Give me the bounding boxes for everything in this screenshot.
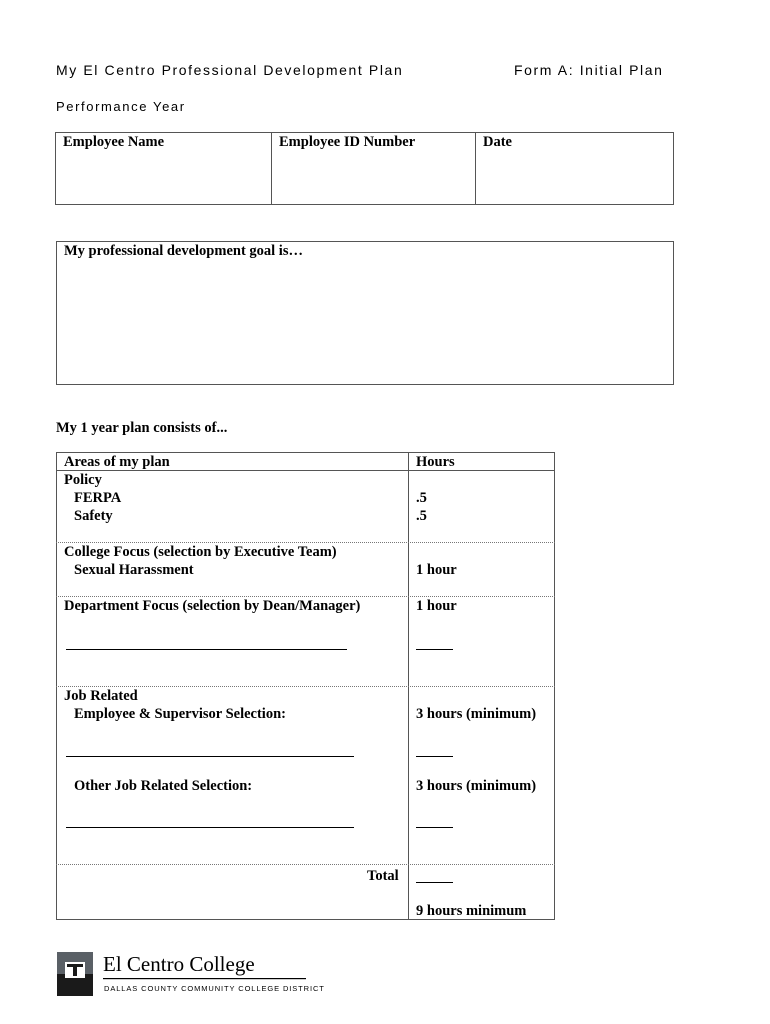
district-name: DALLAS COUNTY COMMUNITY COLLEGE DISTRICT [104,984,325,993]
college-name: El Centro College [103,952,255,976]
date-label: Date [483,134,512,150]
employee-name-label: Employee Name [63,134,165,150]
department-hours-blank[interactable] [416,649,453,650]
college-focus-hours: 1 hour [416,562,457,578]
total-minimum: 9 hours minimum [416,903,527,919]
department-focus-title: Department Focus (selection by Dean/Manager) [64,598,361,614]
table-divider [475,132,476,205]
sexual-harassment-label: Sexual Harassment [74,562,194,578]
other-job-related-label: Other Job Related Selection: [74,778,253,794]
table-divider [271,132,272,205]
employee-supervisor-hours: 3 hours (minimum) [416,706,537,722]
ferpa-label: FERPA [74,490,122,506]
total-hours-blank[interactable] [416,882,453,883]
goal-label: My professional development goal is… [64,243,303,259]
job-related-title: Job Related [64,688,138,704]
areas-column-header: Areas of my plan [64,454,170,470]
employee-id-label: Employee ID Number [279,134,416,150]
row-divider [56,864,555,865]
safety-hours: .5 [416,508,427,524]
other-job-related-hours: 3 hours (minimum) [416,778,537,794]
employee-supervisor-hours-blank[interactable] [416,756,453,757]
employee-supervisor-blank[interactable] [66,756,354,757]
other-job-related-blank[interactable] [66,827,354,828]
form-label: Form A: Initial Plan [514,62,664,78]
department-focus-hours: 1 hour [416,598,457,614]
college-focus-title: College Focus (selection by Executive Team) [64,544,337,560]
safety-label: Safety [74,508,113,524]
other-job-related-hours-blank[interactable] [416,827,453,828]
performance-year-label: Performance Year [56,99,186,114]
hours-column-header: Hours [416,454,455,470]
policy-title: Policy [64,472,102,488]
page-title: My El Centro Professional Development Plan [56,62,404,78]
department-selection-blank[interactable] [66,649,347,650]
employee-supervisor-label: Employee & Supervisor Selection: [74,706,286,722]
plan-intro: My 1 year plan consists of... [56,420,228,436]
ferpa-hours: .5 [416,490,427,506]
goal-box [56,241,674,385]
total-label: Total [367,868,399,884]
